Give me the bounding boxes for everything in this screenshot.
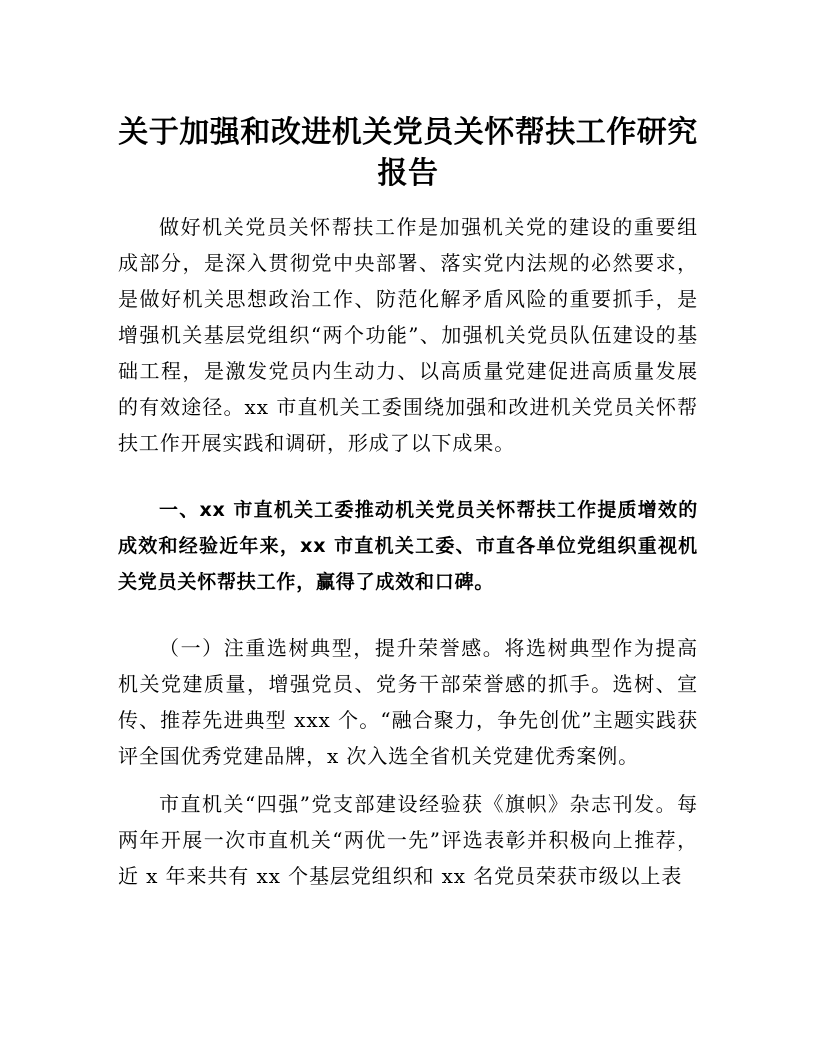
section-heading-paragraph: 一、xx 市直机关工委推动机关党员关怀帮扶工作提质增效的成效和经验近年来，xx 市直机关工委、市直各单位党组织重视机关党员关怀帮扶工作，赢得了成效和口碑。 [118, 499, 698, 593]
intro-paragraph: 做好机关党员关怀帮扶工作是加强机关党的建设的重要组成部分，是深入贯彻党中央部署、落实党内法规的必然要求，是做好机关思想政治工作、防范化解矛盾风险的重要抓手，是增强机关基层党组织“两个功能”、加强机关党员队伍建设的基础工程，是激发党员内生动力、以高质量党建促进高质量发展的有效途径。xx 市直机关工委围绕加强和改进机关党员关怀帮扶工作开展实践和调研，形成了以下成果。 [118, 215, 698, 455]
document-title: 关于加强和改进机关党员关怀帮扶工作研究报告 [118, 115, 698, 191]
subsection-paragraph: （一）注重选树典型，提升荣誉感。将选树典型作为提高机关党建质量，增强党员、党务干部荣誉感的抓手。选树、宣传、推荐先进典型 xxx 个。“融合聚力，争先创优”主题实践获评全国优秀党建品牌，x 次入选全省机关党建优秀案例。 [118, 636, 698, 768]
body-paragraph: 市直机关“四强”党支部建设经验获《旗帜》杂志刊发。每两年开展一次市直机关“两优一先”评选表彰并积极向上推荐，近 x 年来共有 xx 个基层党组织和 xx 名党员荣获市级以上表 [118, 792, 698, 888]
